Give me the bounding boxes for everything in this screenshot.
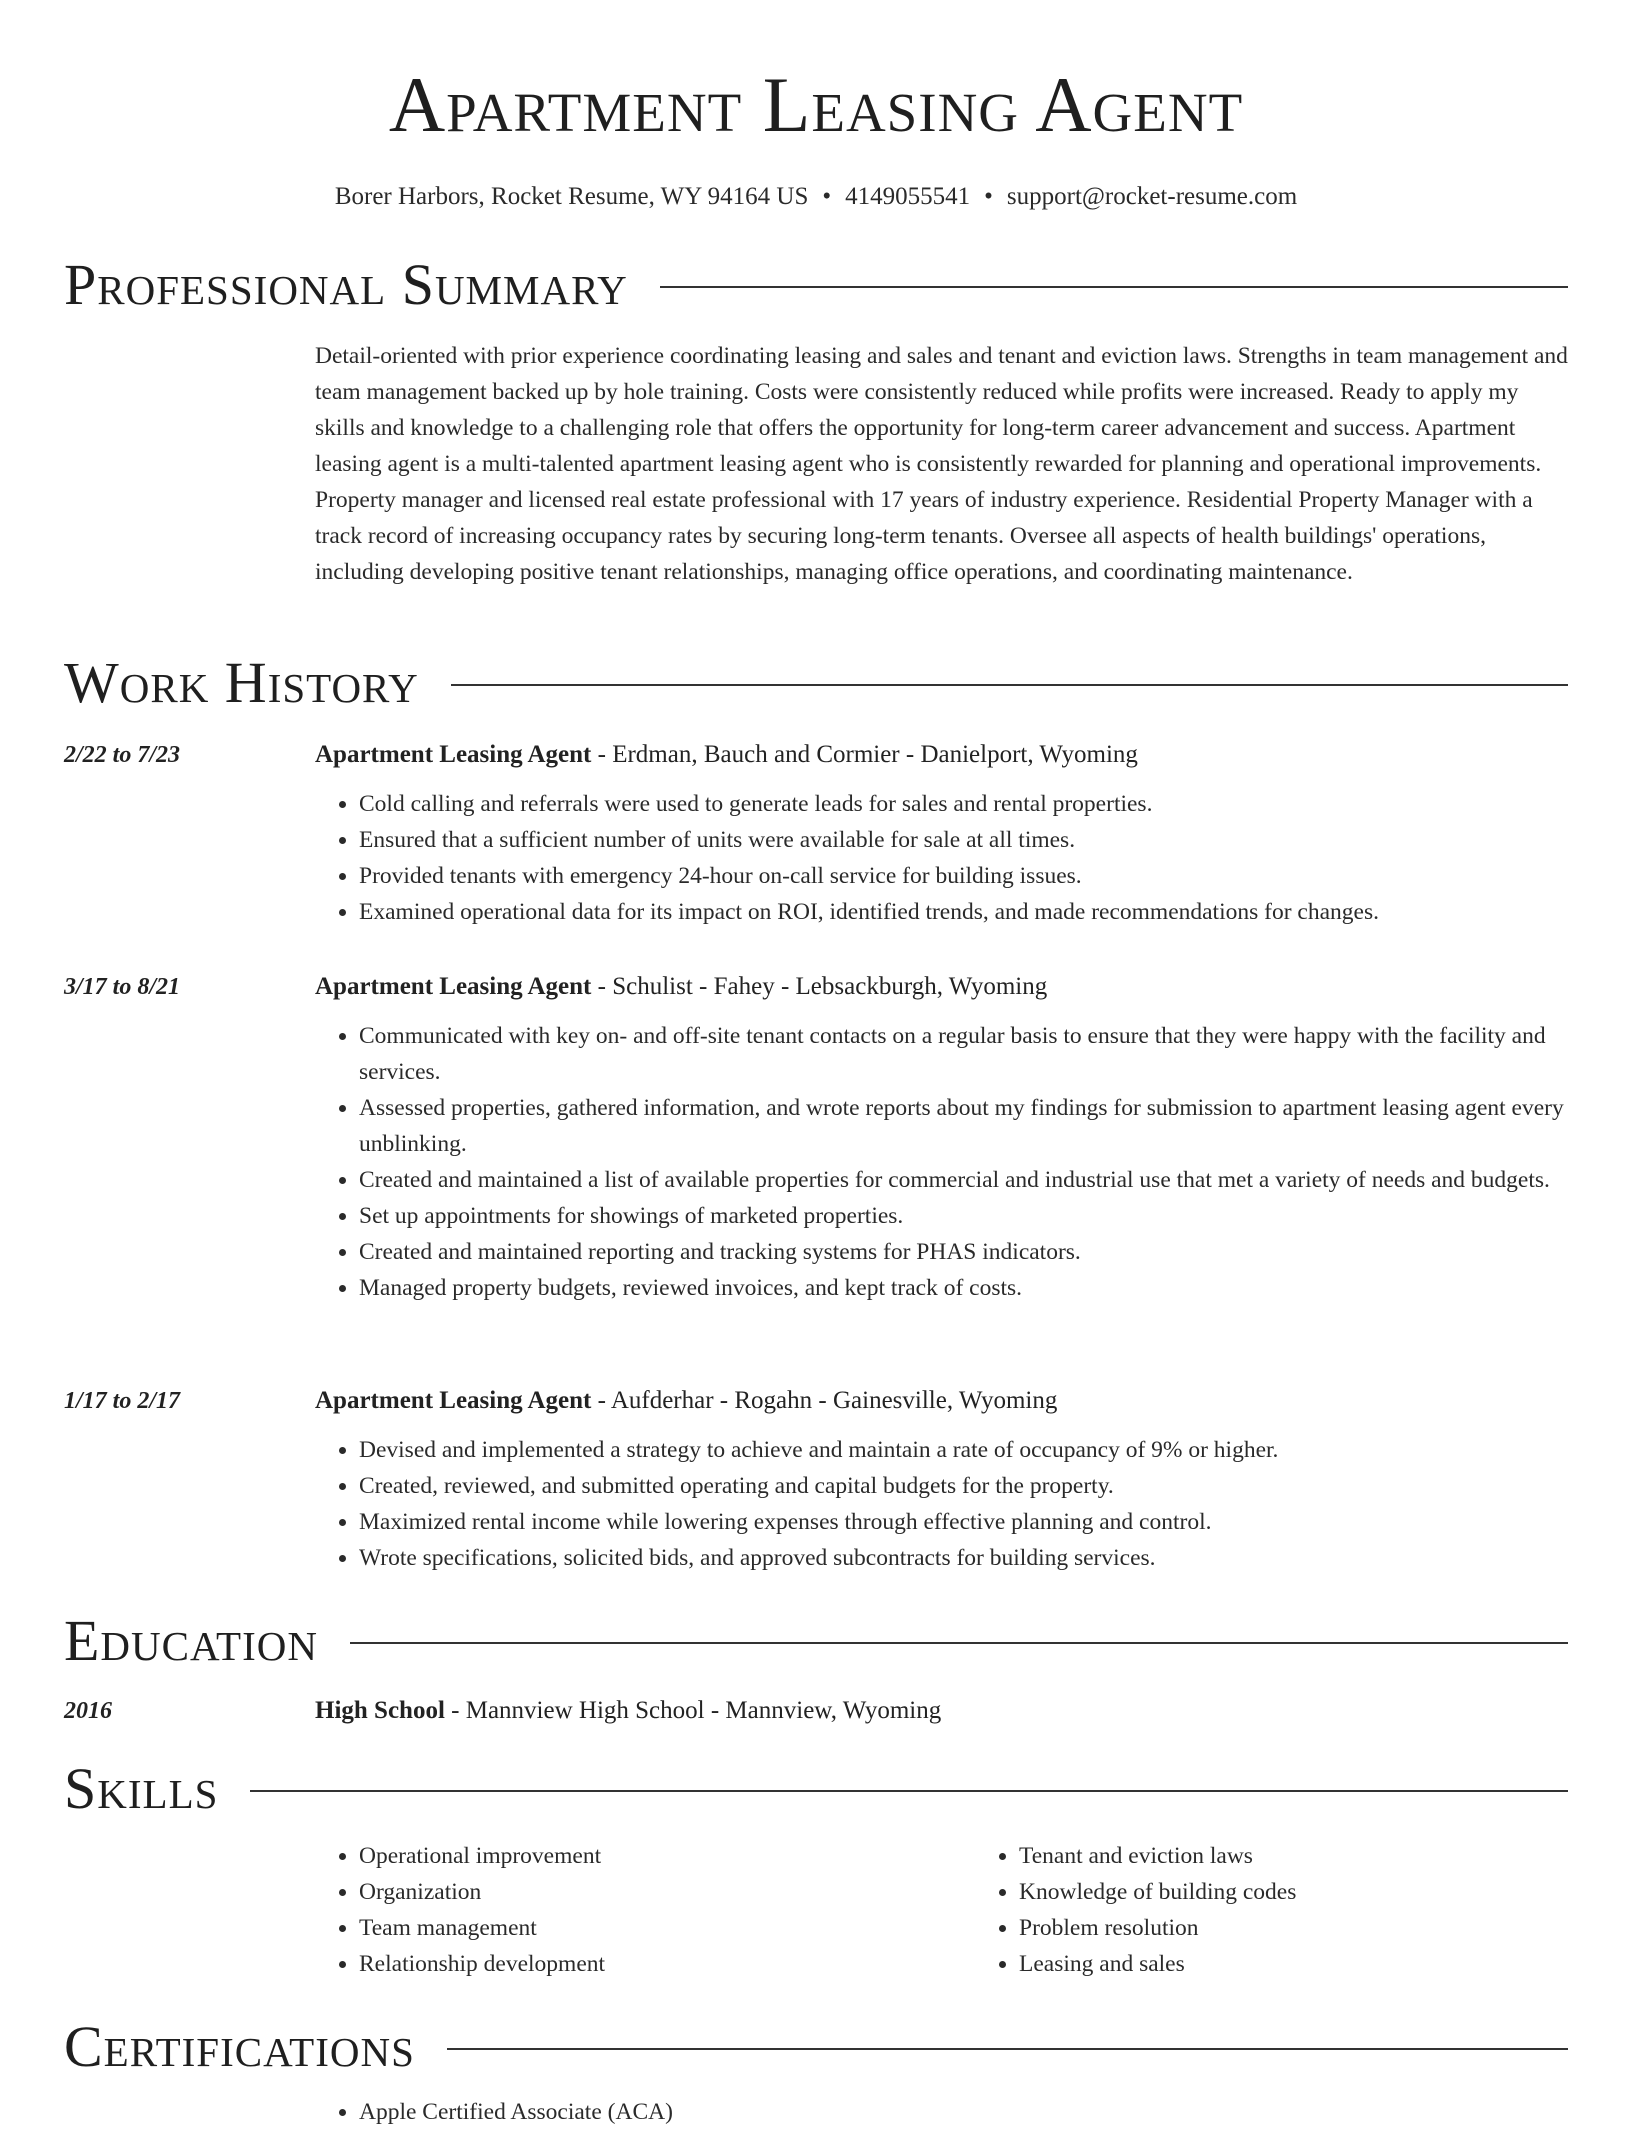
job-entry <box>64 1384 1568 1576</box>
job-bullets <box>315 1432 1568 1576</box>
certification-item: • Apple Certified Associate (ACA) <box>359 2094 1568 2130</box>
skills-heading: Skills <box>64 1756 219 1821</box>
skill-item: • Relationship development <box>359 1946 975 1982</box>
job-bullet: • Set up appointments for showings of marketed properties. <box>359 1198 1568 1234</box>
summary-text: Detail-oriented with prior experience coordinating leasing and sales and tenant and eviction laws. Strengths in team management and team management backed up by hole training. Costs were consistently reduced while profits were increased. Ready to apply my skills and knowledge to a challenging role that offers the opportunity for long-term career advancement and success. Apartment leasing agent is a multi-talented apartment leasing agent who is consistently rewarded for planning and operational improvements. Property manager and licensed real estate professional with 17 years of industry experience. Residential Property Manager with a track record of increasing occupancy rates by securing long-term tenants. Oversee all aspects of health buildings' operations, including developing positive tenant relationships, managing office operations, and coordinating maintenance. <box>315 343 1568 585</box>
job-title-line <box>315 970 1047 1004</box>
job-dates: 2/22 to 7/23 <box>64 742 181 768</box>
job-title: Apartment Leasing Agent <box>315 1387 592 1414</box>
job-bullet: • Devised and implemented a strategy to achieve and maintain a rate of occupancy of 9% or higher. <box>359 1432 1568 1468</box>
job-bullet: • Managed property budgets, reviewed invoices, and kept track of costs. <box>359 1270 1568 1306</box>
job-title: Apartment Leasing Agent <box>315 741 592 768</box>
job-bullet: • Created and maintained a list of available properties for commercial and industrial use that met a variety of needs and budgets. <box>359 1162 1568 1198</box>
certifications-heading: Certifications <box>64 2014 415 2079</box>
section-divider <box>447 2048 1568 2050</box>
contact-address: Borer Harbors, Rocket Resume, WY 94164 US <box>334 183 809 210</box>
section-divider <box>250 1790 1568 1792</box>
job-bullets <box>315 1018 1568 1306</box>
education-heading: Education <box>64 1608 318 1673</box>
contact-phone: 4149055541 <box>845 183 971 210</box>
skill-item: • Team management <box>359 1910 975 1946</box>
skill-item: • Leasing and sales <box>1019 1946 1296 1982</box>
skills-column-right <box>975 1838 1296 1982</box>
job-title-line <box>315 1384 1057 1418</box>
resume-name: Apartment Leasing Agent <box>388 61 1244 148</box>
section-divider <box>660 286 1568 288</box>
contact-email: support@rocket-resume.com <box>1006 183 1298 210</box>
job-dates: 1/17 to 2/17 <box>64 1388 181 1414</box>
job-bullet: • Maximized rental income while lowering expenses through effective planning and control. <box>359 1504 1568 1540</box>
job-bullet: • Cold calling and referrals were used to generate leads for sales and rental properties. <box>359 786 1568 822</box>
job-details: - Aufderhar - Rogahn - Gainesville, Wyoming <box>591 1387 1058 1414</box>
job-bullets <box>315 786 1568 930</box>
certifications-section-header <box>64 2015 1568 2079</box>
work-section-header <box>64 651 1568 715</box>
skill-item: • Problem resolution <box>1019 1910 1296 1946</box>
section-divider <box>451 684 1568 686</box>
separator-dot: • <box>822 183 832 210</box>
job-bullet: • Provided tenants with emergency 24-hour on-call service for building issues. <box>359 858 1568 894</box>
job-entry <box>64 738 1568 930</box>
skills-section-header <box>64 1757 1568 1821</box>
education-line <box>315 1694 941 1728</box>
job-title: Apartment Leasing Agent <box>315 973 592 1000</box>
job-bullet: • Ensured that a sufficient number of units were available for sale at all times. <box>359 822 1568 858</box>
education-section-header <box>64 1609 1568 1673</box>
skills-column-left <box>315 1838 975 1982</box>
job-bullet: • Communicated with key on- and off-site tenant contacts on a regular basis to ensure that they were happy with the facility and services. <box>359 1018 1568 1090</box>
job-bullet: • Created, reviewed, and submitted operating and capital budgets for the property. <box>359 1468 1568 1504</box>
job-entry <box>64 970 1568 1306</box>
summary-heading: Professional Summary <box>64 252 628 317</box>
skill-item: • Organization <box>359 1874 975 1910</box>
section-divider <box>350 1642 1568 1644</box>
contact-line <box>0 182 1632 212</box>
education-details: - Mannview High School - Mannview, Wyoming <box>444 1697 942 1724</box>
job-bullet: • Wrote specifications, solicited bids, and approved subcontracts for building services. <box>359 1540 1568 1576</box>
job-bullet: • Created and maintained reporting and tracking systems for PHAS indicators. <box>359 1234 1568 1270</box>
skills-list <box>315 1838 1568 1982</box>
skill-item: • Knowledge of building codes <box>1019 1874 1296 1910</box>
job-details: - Schulist - Fahey - Lebsackburgh, Wyoming <box>591 973 1048 1000</box>
summary-section-header <box>64 253 1568 317</box>
certifications-list <box>315 2094 1568 2130</box>
job-title-line <box>315 738 1138 772</box>
separator-dot: • <box>984 183 993 210</box>
skill-item: • Tenant and eviction laws <box>1019 1838 1296 1874</box>
job-dates: 3/17 to 8/21 <box>64 974 181 1000</box>
education-degree: High School <box>315 1697 445 1724</box>
work-heading: Work History <box>64 650 419 715</box>
job-bullet: • Examined operational data for its impact on ROI, identified trends, and made recommendations for changes. <box>359 894 1568 930</box>
job-details: - Erdman, Bauch and Cormier - Danielport, Wyoming <box>591 741 1138 768</box>
education-year: 2016 <box>64 1698 112 1724</box>
skill-item: • Operational improvement <box>359 1838 975 1874</box>
education-entry <box>64 1694 1568 1728</box>
job-bullet: • Assessed properties, gathered information, and wrote reports about my findings for submission to apartment leasing agent every unblinking. <box>359 1090 1568 1162</box>
